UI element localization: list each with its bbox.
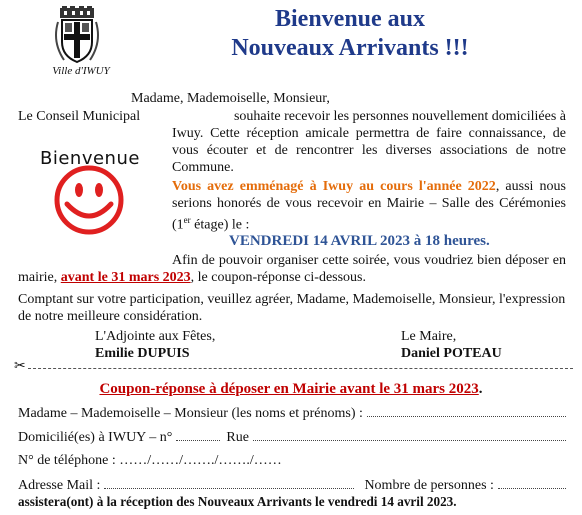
p2-superscript: er: [183, 215, 191, 225]
signature-left-name: Emilie DUPUIS: [95, 346, 190, 361]
address-field-row: [18, 428, 566, 446]
p3-part1: Afin de pouvoir organiser cette soirée, vous voudriez bien déposer en mairie,: [18, 253, 566, 285]
paragraph-1-rest: Iwuy. Cette réception amicale permettra de faire connaissance, de vous écouter et de rencontrer les diverses associations de notre Commune.: [172, 126, 566, 175]
coupon-closing-text: assistera(ont) à la réception des Nouveaux Arrivants le vendredi 14 avril 2023.: [18, 494, 457, 509]
bienvenue-word: Bienvenue: [40, 148, 140, 169]
event-date: VENDREDI 14 AVRIL 2023 à 18 heures.: [229, 233, 490, 249]
names-field-row: [18, 404, 566, 422]
page-title: [180, 5, 520, 63]
crest-caption: Ville d'IWUY: [52, 65, 110, 77]
names-field-label: Madame – Mademoiselle – Monsieur (les noms et prénoms) :: [18, 406, 363, 421]
signature-right-name: Daniel POTEAU: [401, 346, 502, 361]
email-persons-row: [18, 476, 566, 494]
title-line-1: Bienvenue aux: [274, 6, 426, 32]
persons-input[interactable]: [498, 476, 566, 489]
p2-rest: , aussi nous serions honorés de vous recevoir en Mairie – Salle des Cérémonies (1: [172, 179, 567, 233]
phone-field[interactable]: N° de téléphone : ……/……/……./……./……: [18, 453, 282, 468]
title-line-2: Nouveaux Arrivants !!!: [231, 35, 469, 61]
p1-right-text: souhaite recevoir les personnes nouvellement domiciliées à: [233, 109, 566, 124]
domicile-label: Domicilié(es) à IWUY – n°: [18, 430, 173, 445]
cut-line-divider: [28, 368, 573, 369]
salutation: Madame, Mademoiselle, Monsieur,: [131, 91, 330, 106]
p2-end: étage) le :: [190, 217, 250, 233]
paragraph-3: [18, 252, 566, 286]
rue-label: Rue: [226, 430, 249, 445]
paragraph-1-line-1: [18, 108, 566, 125]
email-input[interactable]: [104, 476, 354, 489]
coupon-title: Coupon-réponse à déposer en Mairie avant le 31 mars 2023: [99, 381, 479, 397]
coupon-title-wrap: [0, 380, 582, 398]
signature-right-role: Le Maire,: [401, 329, 457, 344]
paragraph-2: [172, 178, 566, 234]
arrival-year-highlight: Vous avez emménagé à Iwuy au cours l'année 2022: [172, 179, 496, 194]
street-number-input[interactable]: [176, 428, 220, 441]
signature-left-role: L'Adjointe aux Fêtes,: [95, 329, 216, 344]
street-name-input[interactable]: [253, 428, 566, 441]
coupon-title-end: .: [478, 381, 483, 397]
email-label: Adresse Mail :: [18, 478, 101, 493]
paragraph-4: Comptant sur votre participation, veuillez agréer, Madame, Mademoiselle, Monsieur, l'expression de notre meilleure considération.: [18, 292, 566, 324]
names-field-input[interactable]: [367, 404, 566, 417]
p3-part2: , le coupon-réponse ci-dessous.: [190, 270, 366, 285]
smiley-icon: [52, 164, 126, 236]
city-crest-logo: [52, 6, 102, 66]
scissors-icon: ✂: [14, 358, 26, 374]
persons-label: Nombre de personnes :: [364, 478, 494, 493]
deadline-highlight: avant le 31 mars 2023: [60, 270, 191, 285]
p1-left-text: Le Conseil Municipal: [18, 109, 141, 124]
